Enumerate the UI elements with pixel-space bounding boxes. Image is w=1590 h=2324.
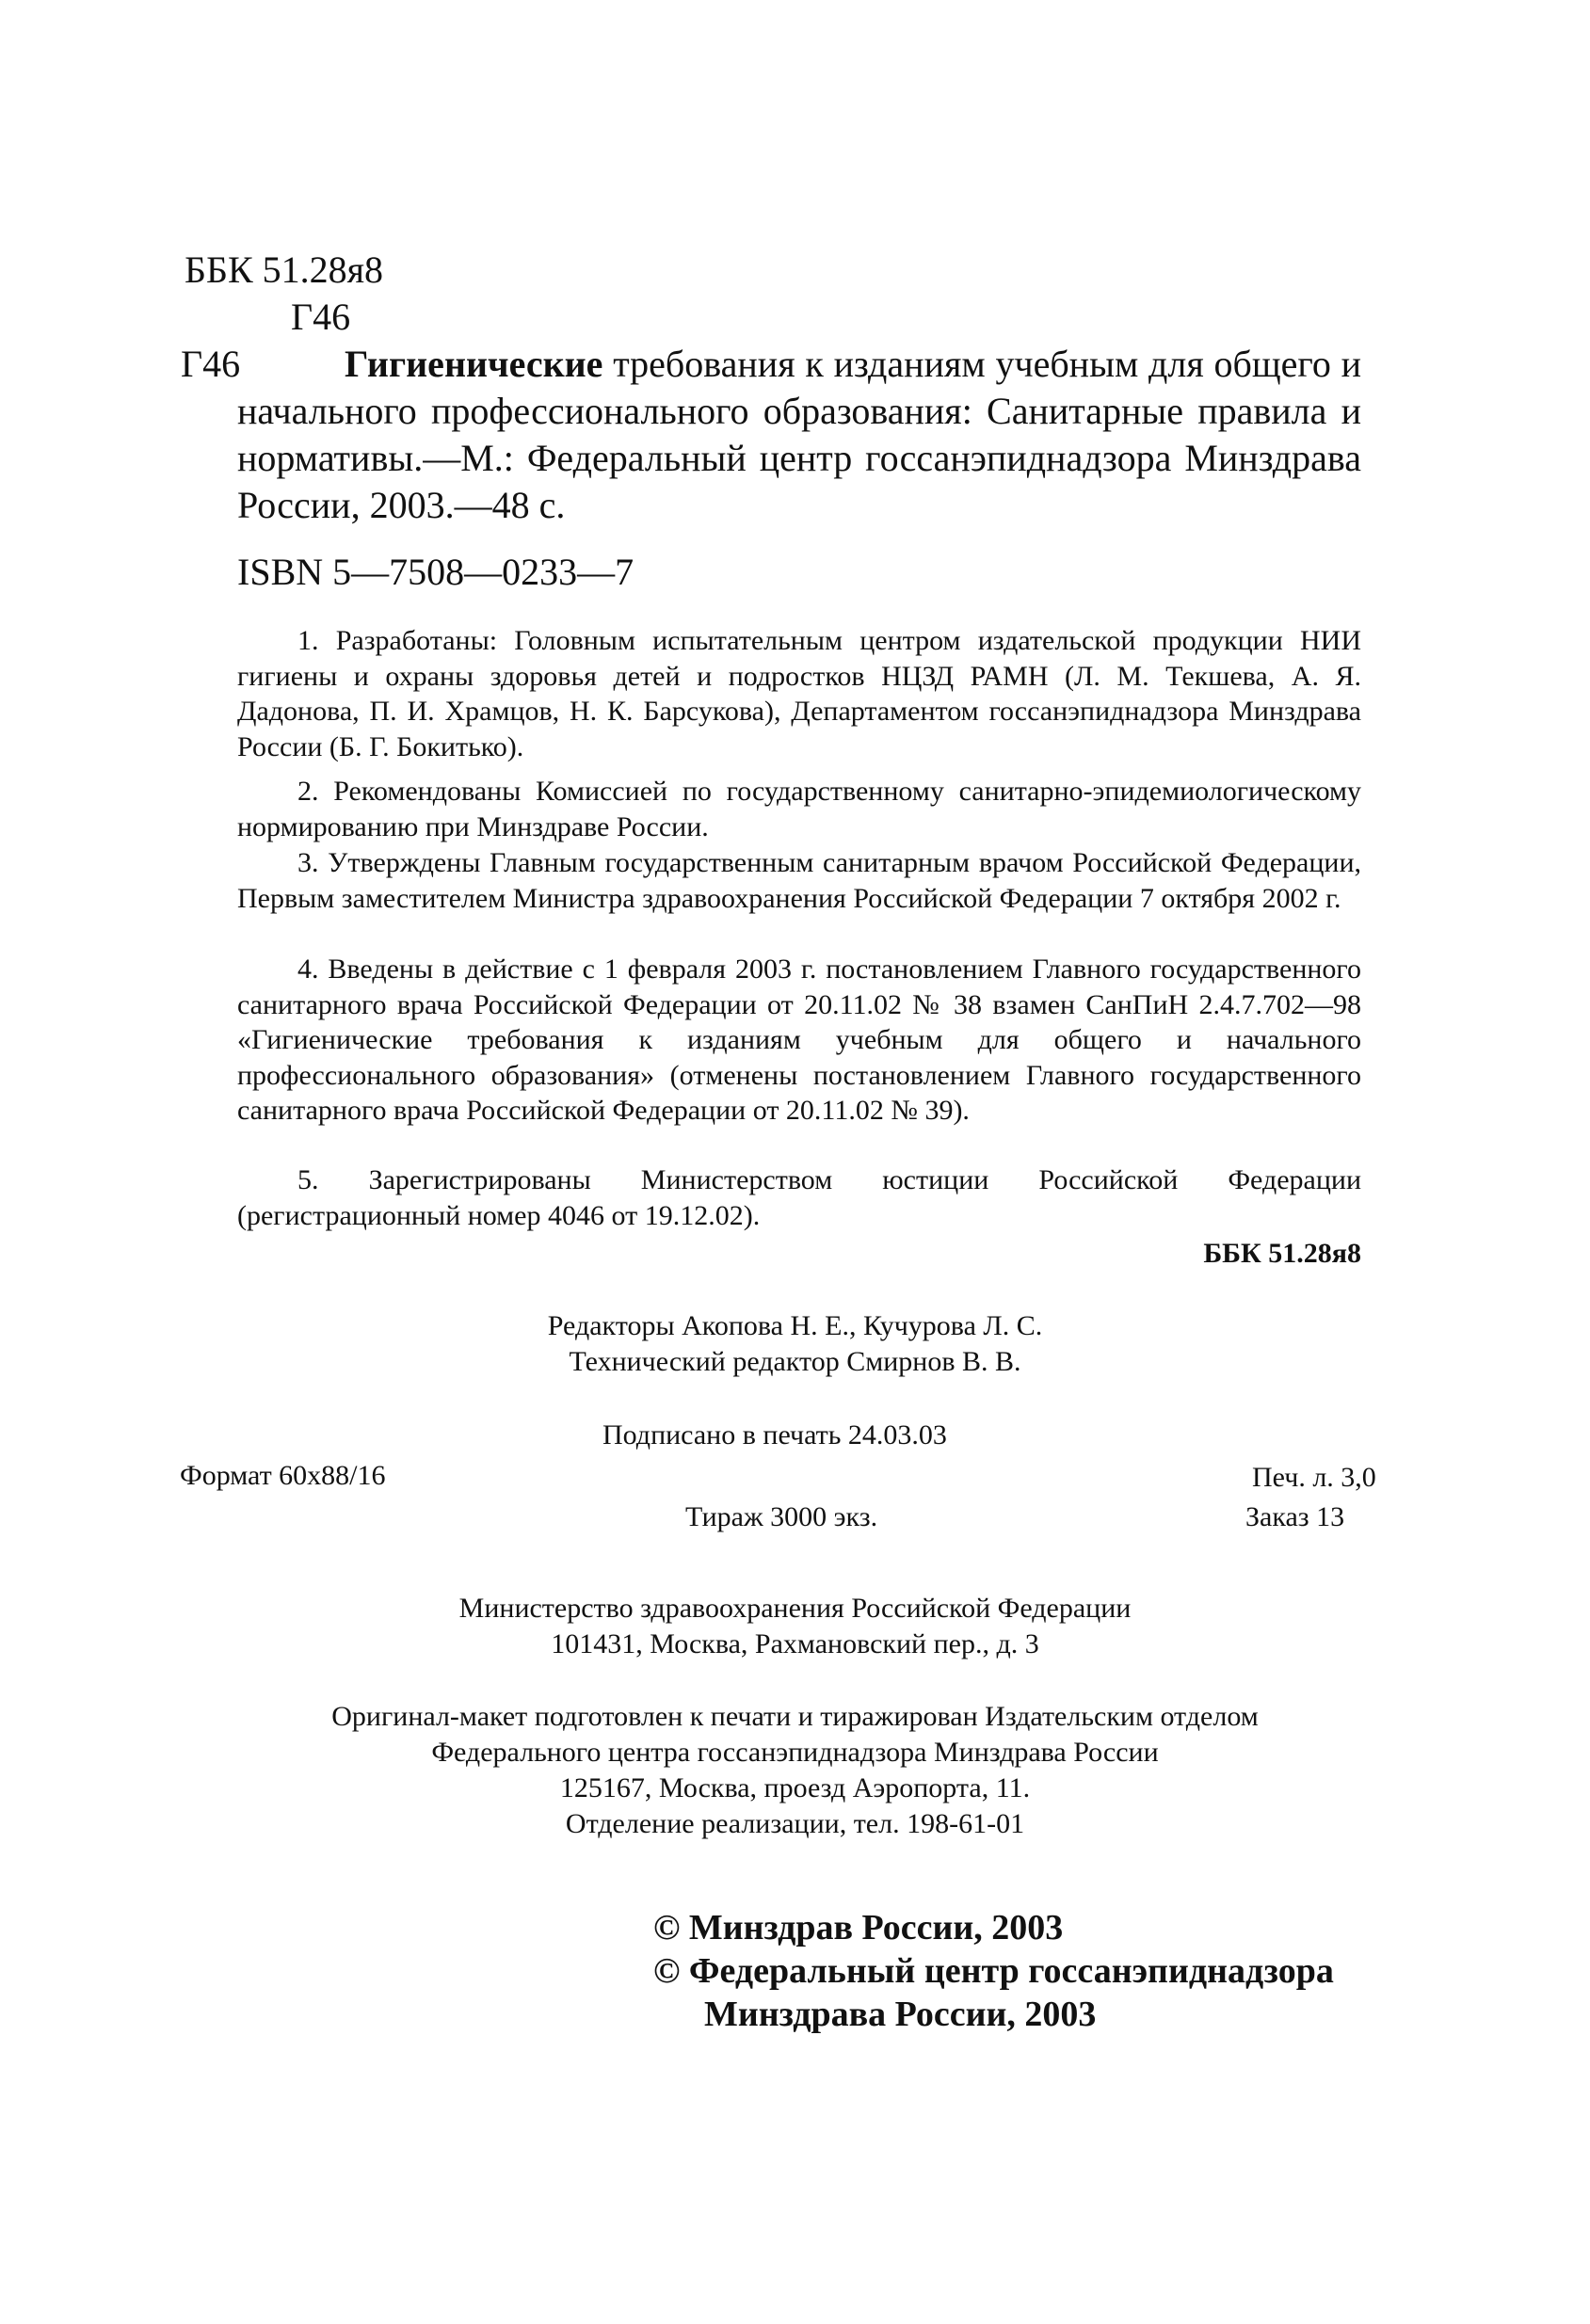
- isbn: ISBN 5—7508—0233—7: [237, 551, 634, 593]
- publisher-line-4: Отделение реализации, тел. 198-61-01: [565, 1808, 1025, 1839]
- paragraph-2: 2. Рекомендованы Комиссией по государственному санитарно-эпидемиологическому нормированию при Минздраве России.: [237, 776, 1361, 842]
- bibliographic-record: [181, 341, 1361, 529]
- ministry-name: Министерство здравоохранения Российской Федерации: [458, 1593, 1132, 1624]
- publisher-line-1: Оригинал-макет подготовлен к печати и тиражирован Издательским отделом: [331, 1701, 1259, 1732]
- signed-to-print: Подписано в печать 24.03.03: [602, 1419, 947, 1450]
- publisher-line-2: Федерального центра госсанэпиднадзора Минздрава России: [431, 1737, 1159, 1768]
- paragraph-3: 3. Утверждены Главным государственным санитарным врачом Российской Федерации, Первым заместителем Министра здравоохранения Российской Федерации 7 октября 2002 г.: [237, 847, 1361, 914]
- editors: Редакторы Акопова Н. Е., Кучурова Л. С.: [547, 1310, 1043, 1341]
- bbk-code-bottom: ББК 51.28я8: [1203, 1238, 1361, 1269]
- copyright-line-2: © Федеральный центр госсанэпиднадзора: [653, 1951, 1334, 1991]
- circulation: Тираж 3000 экз.: [685, 1501, 878, 1532]
- paragraph-4: 4. Введены в действие с 1 февраля 2003 г. постановлением Главного государственного санитарного врача Российской Федерации от 20.11.02 № 38 взамен СанПиН 2.4.7.702—98 «Гигиенические требования к изданиям учебным для общего и начального профессионального образования» (отменены постановлением Главного государственного санитарного врача Российской Федерации от 20.11.02 № 39).: [237, 954, 1361, 1126]
- paragraph-5: 5. Зарегистрированы Министерством юстиции Российской Федерации (регистрационный номер 4046 от 19.12.02).: [237, 1164, 1361, 1231]
- paragraph-1: 1. Разработаны: Головным испытательным центром издательской продукции НИИ гигиены и охраны здоровья детей и подростков НЦЗД РАМН (Л. М. Текшева, А. Я. Дадонова, П. И. Храмцов, Н. К. Барсукова), Департаментом госсанэпиднадзора Минздрава России (Б. Г. Бокитько).: [237, 625, 1361, 762]
- author-mark-margin: Г46: [181, 343, 241, 385]
- print-sheets: Печ. л. 3,0: [1252, 1462, 1376, 1493]
- technical-editor: Технический редактор Смирнов В. В.: [569, 1346, 1021, 1377]
- author-mark: Г46: [291, 296, 351, 338]
- bbk-code-top: ББК 51.28я8: [185, 248, 384, 291]
- format: Формат 60x88/16: [180, 1460, 386, 1491]
- publisher-line-3: 125167, Москва, проезд Аэропорта, 11.: [559, 1772, 1031, 1803]
- order-number: Заказ 13: [1245, 1501, 1345, 1532]
- title-rest: требования к изданиям учебным для общего и начального профессионального образования: Санитарные правила и нормативы.—М.: Федеральный центр госсанэпиднадзора Минздрава России, 2003.—48 с.: [237, 343, 1361, 526]
- ministry-address: 101431, Москва, Рахмановский пер., д. 3: [551, 1628, 1039, 1659]
- copyright-line-1: © Минздрав России, 2003: [653, 1908, 1064, 1947]
- title-bold: Гигиенические: [345, 343, 603, 385]
- copyright-line-3: Минздрава России, 2003: [704, 1995, 1097, 2034]
